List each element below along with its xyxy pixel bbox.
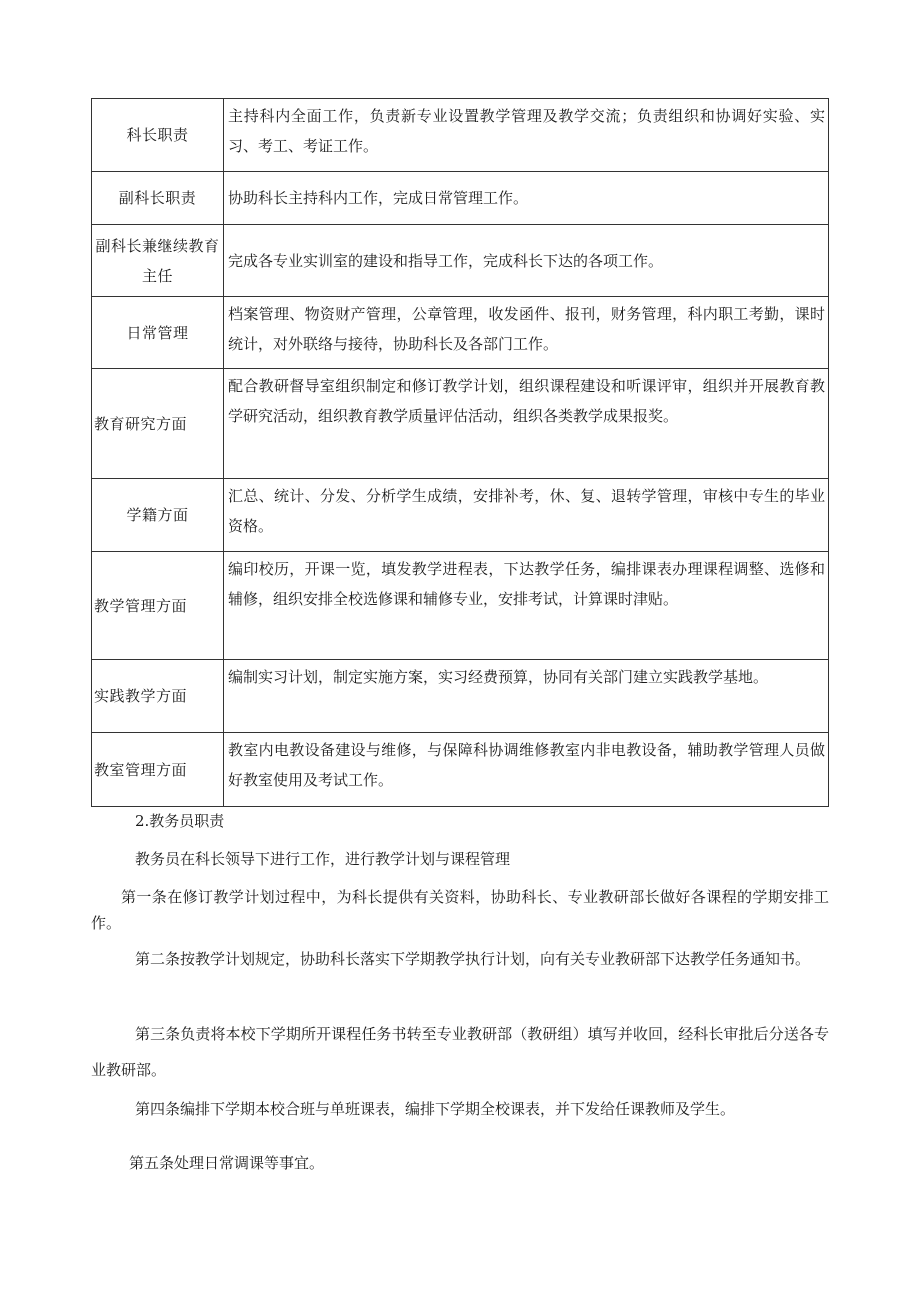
- row-label: 教育研究方面: [92, 369, 224, 479]
- row-content: 编印校历，开课一览，填发教学进程表，下达教学任务，编排课表办理课程调整、选修和辅修，组织安排全校选修课和辅修专业，安排考试，计算课时津贴。: [224, 552, 829, 660]
- row-content: 完成各专业实训室的建设和指导工作，完成科长下达的各项工作。: [224, 225, 829, 297]
- table-row: [92, 479, 829, 552]
- row-content: 协助科长主持科内工作，完成日常管理工作。: [224, 172, 829, 225]
- article-item: 第二条按教学计划规定，协助科长落实下学期教学执行计划，向有关专业教研部下达教学任务通知书。: [135, 950, 811, 968]
- table-row: [92, 297, 829, 369]
- table-row: [92, 225, 829, 297]
- row-content: 主持科内全面工作，负责新专业设置教学管理及教学交流；负责组织和协调好实验、实习、考工、考证工作。: [224, 99, 829, 172]
- row-label: 实践教学方面: [92, 660, 224, 733]
- table-row: [92, 369, 829, 479]
- row-label: 副科长职责: [92, 172, 224, 225]
- article-item: 第五条处理日常调课等事宜。: [129, 1154, 325, 1172]
- row-label: 日常管理: [92, 297, 224, 369]
- article-item: 第四条编排下学期本校合班与单班课表，编排下学期全校课表，并下发给任课教师及学生。: [135, 1100, 736, 1118]
- row-label: 副科长兼继续教育主任: [92, 225, 224, 297]
- table-row: [92, 552, 829, 660]
- section-heading: 2.教务员职责: [135, 812, 225, 830]
- row-label: 学籍方面: [92, 479, 224, 552]
- article-item: 第三条负责将本校下学期所开课程任务书转至专业教研部（教研组）填写并收回，经科长审批后分送各专业教研部。: [91, 1025, 829, 1079]
- row-content: 汇总、统计、分发、分析学生成绩，安排补考，休、复、退转学管理，审核中专生的毕业资格。: [224, 479, 829, 552]
- section-intro: 教务员在科长领导下进行工作，进行教学计划与课程管理: [135, 850, 511, 868]
- row-content: 教室内电教设备建设与维修，与保障科协调维修教室内非电教设备，辅助教学管理人员做好教室使用及考试工作。: [224, 733, 829, 807]
- table-row: [92, 660, 829, 733]
- row-content: 编制实习计划，制定实施方案，实习经费预算，协同有关部门建立实践教学基地。: [224, 660, 829, 733]
- row-label: 教学管理方面: [92, 552, 224, 660]
- row-content: 档案管理、物资财产管理，公章管理，收发函件、报刊，财务管理，科内职工考勤，课时统计，对外联络与接待，协助科长及各部门工作。: [224, 297, 829, 369]
- row-label: 科长职责: [92, 99, 224, 172]
- table-row: [92, 733, 829, 807]
- table-row: [92, 172, 829, 225]
- row-content: 配合教研督导室组织制定和修订教学计划，组织课程建设和听课评审，组织并开展教育教学研究活动，组织教育教学质量评估活动，组织各类教学成果报奖。: [224, 369, 829, 479]
- row-label: 教室管理方面: [92, 733, 224, 807]
- duties-table: [91, 98, 829, 807]
- table-row: [92, 99, 829, 172]
- article-item: 第一条在修订教学计划过程中，为科长提供有关资料，协助科长、专业教研部长做好各课程的学期安排工作。: [91, 888, 829, 932]
